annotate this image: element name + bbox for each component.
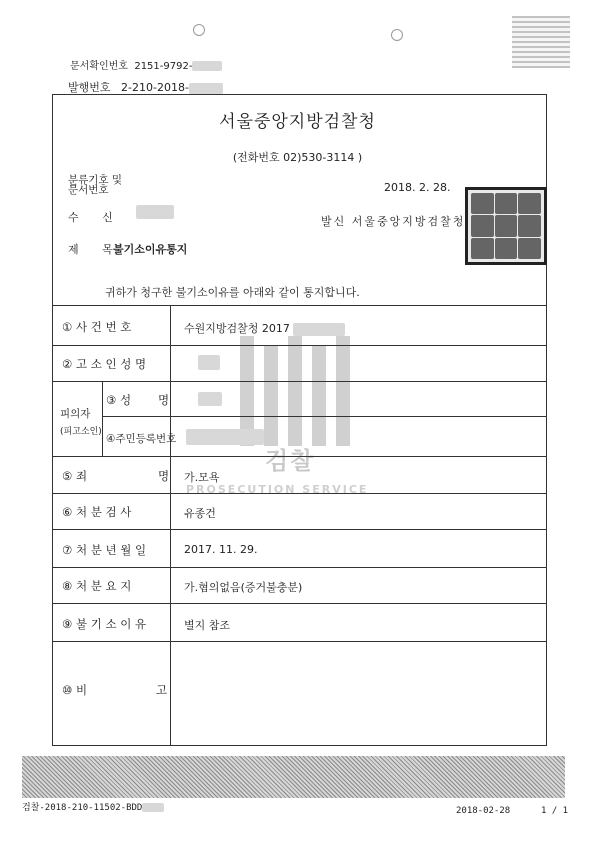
punch-hole-mark xyxy=(391,29,403,41)
security-stamp-pattern xyxy=(512,16,570,68)
complainant-redacted xyxy=(198,355,220,370)
notice-table xyxy=(52,305,547,746)
prosecutor-value: 유종건 xyxy=(184,507,216,520)
disposal-date-value: 2017. 11. 29. xyxy=(184,543,258,556)
reason-label: ⑨ 불 기 소 이 유 xyxy=(62,617,147,631)
suspect-id-redacted xyxy=(186,429,264,445)
phone-number: (전화번호 02)530-3114 ) xyxy=(232,151,363,164)
recipient-label: 수 신 xyxy=(68,211,123,224)
disposal-gist-label: ⑧ 처 분 요 지 xyxy=(62,579,132,593)
complainant-label: ② 고 소 인 성 명 xyxy=(62,357,147,371)
classification-label: 분류기호 및 문서번호 xyxy=(68,174,123,196)
case-number-value: 수원지방검찰청 2017 xyxy=(184,320,345,336)
official-seal xyxy=(465,187,547,265)
document-date: 2018. 2. 28. xyxy=(384,181,451,194)
footer-date: 2018-02-28 xyxy=(456,806,511,816)
watermark-text: 검찰 xyxy=(265,447,316,475)
issue-number: 발행번호 2-210-2018- xyxy=(68,79,223,95)
crime-label-a: ⑤ 죄 xyxy=(62,469,88,483)
suspect-name-label-a: ③ 성 xyxy=(106,393,132,407)
sender: 발신 서울중앙지방검찰청 xyxy=(321,215,466,228)
suspect-group-label: 피의자 (피고소인) xyxy=(60,408,102,437)
suspect-name-label-b: 명 xyxy=(158,393,170,407)
suspect-name-redacted xyxy=(198,392,222,406)
watermark-subtext: PROSECUTION SERVICE xyxy=(186,483,369,496)
prosecutor-label: ⑥ 처 분 검 사 xyxy=(62,505,132,519)
agency-title: 서울중앙지방검찰청 xyxy=(219,112,376,132)
case-number-label: ① 사 건 번 호 xyxy=(62,320,132,334)
disposal-gist-value: 가.혐의없음(증거불충분) xyxy=(184,581,303,594)
subject-label: 제 목 xyxy=(68,243,123,256)
suspect-id-label: ④주민등록번호 xyxy=(106,433,177,445)
disposal-date-label: ⑦ 처 분 년 월 일 xyxy=(62,543,147,557)
footer-page-number: 1 / 1 xyxy=(541,806,569,816)
crime-label-b: 명 xyxy=(158,469,170,483)
remarks-label-a: ⑩ 비 xyxy=(62,683,88,697)
footer-document-code: 검찰-2018-210-11502-BDD xyxy=(22,800,164,813)
document-confirm-number: 문서확인번호 2151-9792- xyxy=(70,57,222,72)
security-pattern-band xyxy=(22,756,565,798)
crime-value: 가.모욕 xyxy=(184,471,220,484)
punch-hole-mark xyxy=(193,24,205,36)
intro-text: 귀하가 청구한 불기소이유를 아래와 같이 통지합니다. xyxy=(105,286,360,299)
subject-value: 불기소이유통지 xyxy=(113,243,188,256)
recipient-redacted xyxy=(136,205,174,219)
remarks-label-b: 고 xyxy=(156,683,168,697)
reason-value: 별지 참조 xyxy=(184,619,231,632)
